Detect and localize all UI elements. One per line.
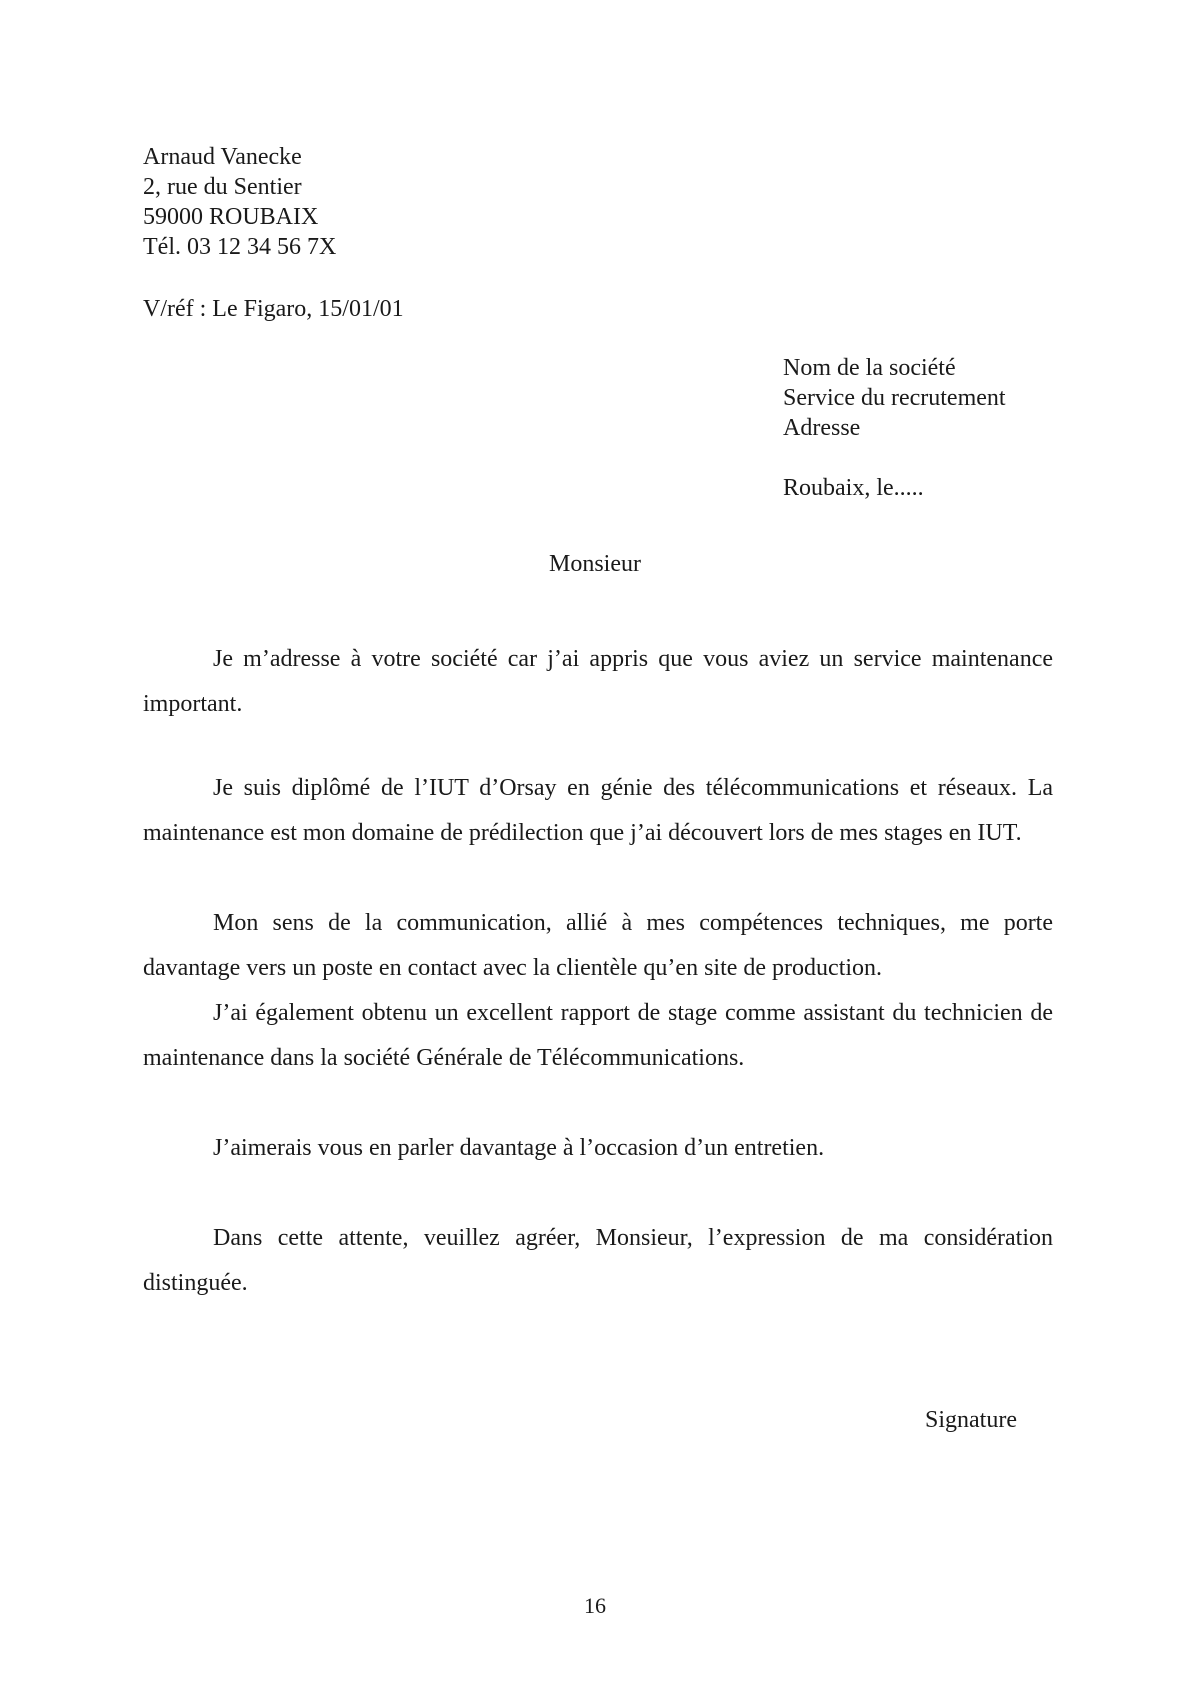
sender-block — [143, 142, 336, 262]
salutation: Monsieur — [549, 551, 641, 577]
sender-city: 59000 ROUBAIX — [143, 204, 319, 230]
place-date: Roubaix, le..... — [783, 475, 924, 501]
recipient-address: Adresse — [783, 415, 861, 441]
paragraph-communication: Mon sens de la communication, allié à mes compétences techniques, me porte davantage vers un poste en contact avec la clientèle qu’en site de production. — [143, 910, 1053, 981]
signature: Signature — [925, 1407, 1017, 1433]
page-number: 16 — [584, 1593, 606, 1618]
paragraph-diploma: Je suis diplômé de l’IUT d’Orsay en génie des télécommunications et réseaux. La maintenance est mon domaine de prédilection que j’ai découvert lors de mes stages en IUT. — [143, 775, 1053, 846]
recipient-department: Service du recrutement — [783, 385, 1006, 411]
paragraph-closing: Dans cette attente, veuillez agréer, Monsieur, l’expression de ma considération distinguée. — [143, 1225, 1053, 1296]
recipient-company: Nom de la société — [783, 355, 956, 381]
paragraph-internship: J’ai également obtenu un excellent rapport de stage comme assistant du technicien de maintenance dans la société Générale de Télécommunications. — [143, 1000, 1053, 1071]
sender-name: Arnaud Vanecke — [143, 144, 302, 170]
sender-street: 2, rue du Sentier — [143, 174, 302, 200]
paragraph-intro: Je m’adresse à votre société car j’ai appris que vous aviez un service maintenance important. — [143, 646, 1053, 717]
paragraph-interview: J’aimerais vous en parler davantage à l’occasion d’un entretien. — [213, 1135, 825, 1161]
sender-phone: Tél. 03 12 34 56 7X — [143, 234, 337, 260]
recipient-block — [783, 353, 1006, 443]
reference-line: V/réf : Le Figaro, 15/01/01 — [143, 296, 404, 322]
